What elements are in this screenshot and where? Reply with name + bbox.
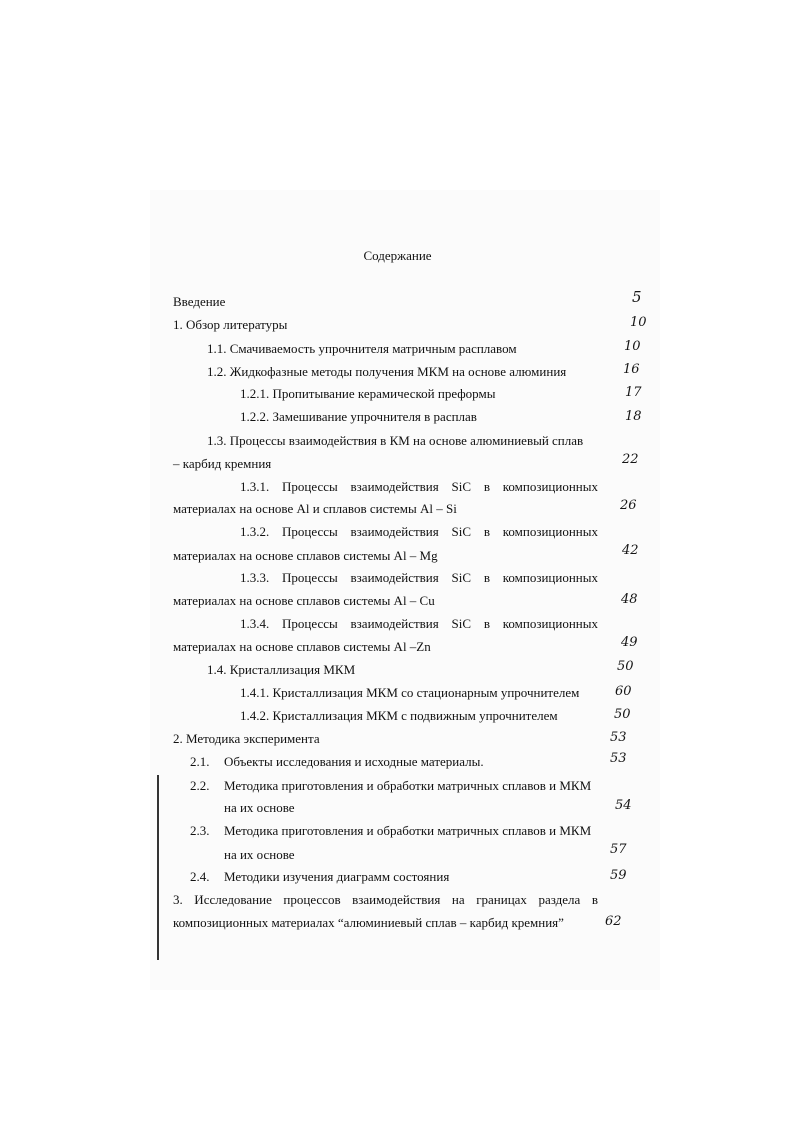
toc-entry-line2: на их основе [224, 800, 295, 815]
toc-entry: 1.4. Кристаллизация МКМ [207, 662, 356, 677]
toc-entry: 1.4.2. Кристаллизация МКМ с подвижным упрочнителем [240, 708, 558, 723]
toc-entry-number: 2.2. [190, 778, 210, 793]
toc-entry-line1: 1.3.3. Процессы взаимодействия SiC в композиционных [240, 570, 598, 585]
toc-entry-line2: материалах на основе сплавов системы Al – Mg [173, 548, 438, 563]
toc-entry: 1.1. Смачиваемость упрочнителя матричным расплавом [207, 341, 517, 356]
toc-page-number: 53 [610, 751, 627, 766]
toc-entry-number: 2.3. [190, 823, 210, 838]
toc-page-number: 59 [610, 868, 627, 883]
toc-entry-line1: 1.3.4. Процессы взаимодействия SiC в композиционных [240, 616, 598, 631]
toc-entry-line2: композиционных материалах “алюминиевый сплав – карбид кремния” [173, 915, 564, 930]
toc-entry-line2: – карбид кремния [173, 456, 272, 471]
toc-page-number: 50 [617, 659, 634, 674]
toc-entry-line1: 1.3.1. Процессы взаимодействия SiC в композиционных [240, 479, 598, 494]
toc-entry-line2: на их основе [224, 847, 295, 862]
toc-page-number: 42 [622, 543, 639, 558]
toc-entry-line1: 1.3.2. Процессы взаимодействия SiC в композиционных [240, 524, 598, 539]
toc-page-number: 53 [610, 730, 627, 745]
toc-page-number: 60 [615, 684, 632, 699]
toc-page-number: 26 [620, 498, 637, 513]
page-title: Содержание [363, 248, 432, 263]
toc-page-number: 18 [625, 409, 642, 424]
toc-entry-line2: материалах на основе Al и сплавов системы Al – Si [173, 501, 457, 516]
toc-entry-number: 2.1. [190, 754, 210, 769]
toc-entry-line2: материалах на основе сплавов системы Al –Zn [173, 639, 431, 654]
toc-page-number: 5 [632, 288, 642, 306]
toc-page-number: 22 [622, 452, 639, 467]
toc-entry-line1: Методика приготовления и обработки матричных сплавов и МКМ [224, 823, 592, 838]
toc-entry: 1.2.1. Пропитывание керамической преформы [240, 386, 496, 401]
toc-page-number: 10 [624, 339, 641, 354]
toc-page-number: 49 [621, 635, 638, 650]
toc-page-number: 50 [614, 707, 631, 722]
toc-page-number: 62 [605, 914, 622, 929]
toc-entry: 1.2. Жидкофазные методы получения МКМ на основе алюминия [207, 364, 567, 379]
toc-entry-line2: материалах на основе сплавов системы Al – Cu [173, 593, 435, 608]
toc-entry-number: 2.4. [190, 869, 210, 884]
toc-entry-line1: 1.3. Процессы взаимодействия в КМ на основе алюминиевый сплав [207, 433, 584, 448]
toc-page-number: 16 [623, 362, 640, 377]
scan-edge-mark [157, 775, 159, 960]
toc-entry-line1: Методика приготовления и обработки матричных сплавов и МКМ [224, 778, 592, 793]
toc-entry-intro: Введение [173, 294, 226, 309]
toc-entry: Методики изучения диаграмм состояния [224, 869, 450, 884]
toc-entry: Объекты исследования и исходные материалы. [224, 754, 484, 769]
toc-page-number: 54 [615, 798, 632, 813]
toc-entry-line1: 3. Исследование процессов взаимодействия на границах раздела в [173, 892, 598, 907]
toc-entry: 1. Обзор литературы [173, 317, 288, 332]
toc-entry: 1.4.1. Кристаллизация МКМ со стационарным упрочнителем [240, 685, 580, 700]
toc-entry: 2. Методика эксперимента [173, 731, 320, 746]
toc-page-number: 10 [630, 315, 647, 330]
toc-entry: 1.2.2. Замешивание упрочнителя в расплав [240, 409, 477, 424]
toc-page-number: 57 [610, 842, 627, 857]
toc-page-number: 48 [621, 592, 638, 607]
toc-page-number: 17 [625, 385, 642, 400]
